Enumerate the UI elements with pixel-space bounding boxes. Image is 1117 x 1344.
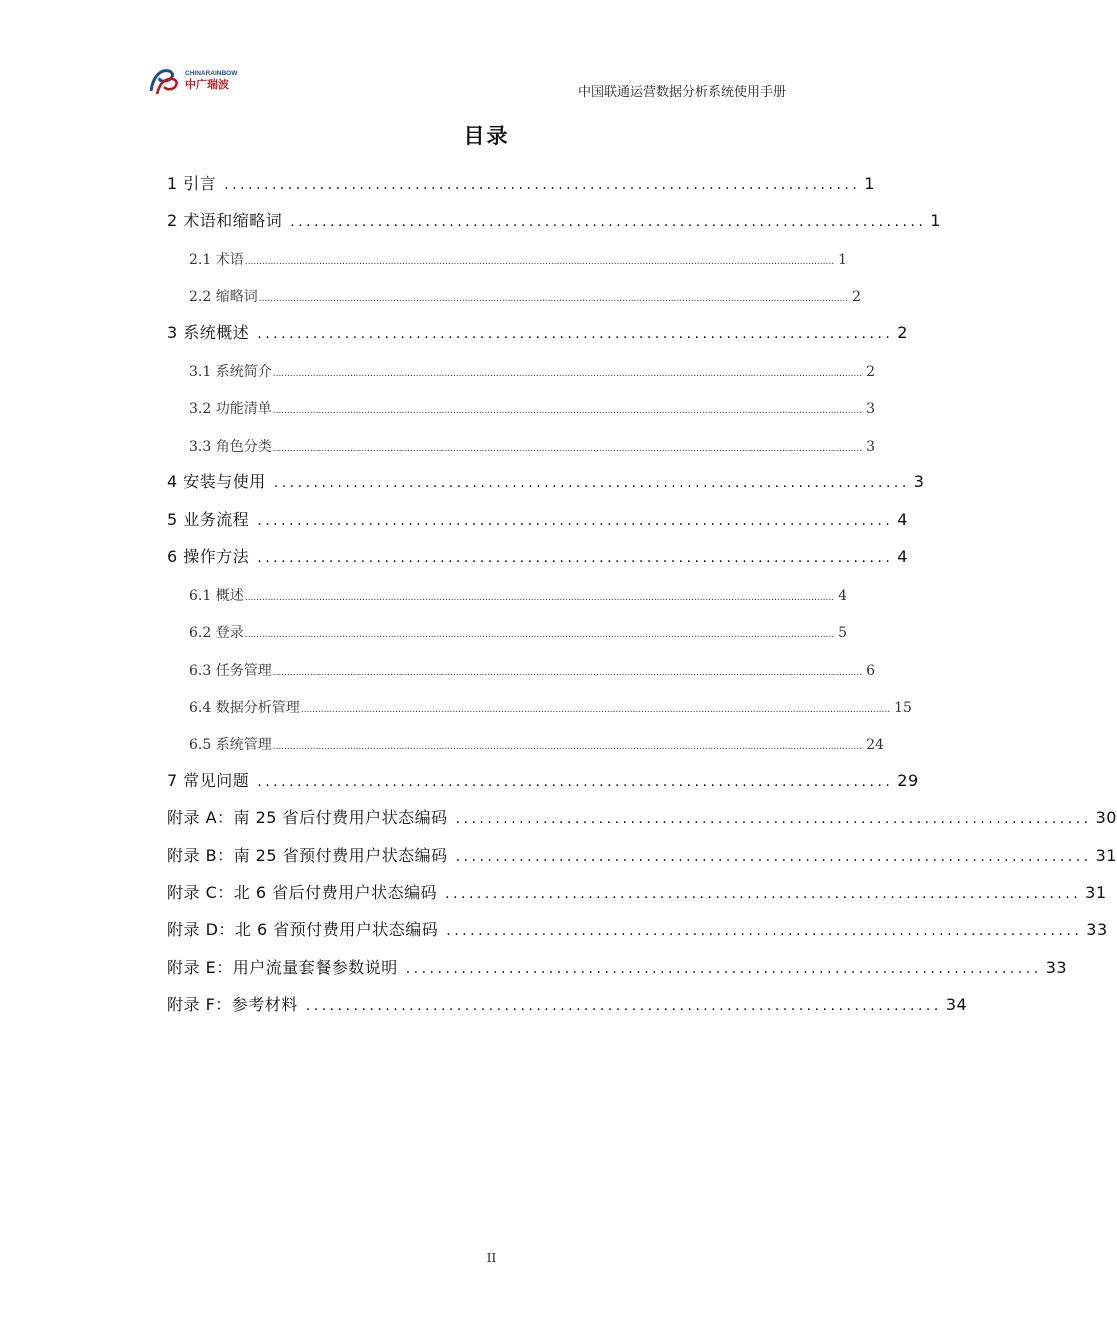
toc-entry-5[interactable] (167, 507, 908, 531)
toc-entry-label: 附录 B：南 25 省预付费用户状态编码 (167, 846, 448, 865)
toc-entry-2-1[interactable] (189, 249, 847, 269)
toc-entry-appendix-e[interactable] (167, 955, 1068, 979)
toc-entry-label: 2 术语和缩略词 (167, 211, 283, 230)
toc-entry-6-1[interactable] (189, 585, 847, 605)
toc-entry-page: 15 (894, 700, 912, 716)
toc-entry-page: 34 (945, 995, 968, 1014)
toc-entry-label: 6.4 数据分析管理 (189, 700, 300, 716)
toc-entry-page: 2 (897, 323, 908, 342)
toc-entry-label: 附录 E：用户流量套餐参数说明 (167, 958, 398, 977)
toc-entry-label: 1 引言 (167, 174, 217, 193)
toc-entry-6-3[interactable] (189, 660, 875, 680)
toc-leader: ................................................................................ (224, 177, 861, 193)
toc-leader: ................................................................................ (445, 886, 1082, 902)
toc-leader: .............................................................................................................................................................................................................. (244, 593, 835, 603)
toc-leader: .............................................................................................................................................................................................................. (244, 630, 835, 640)
toc-entry-page: 1 (930, 211, 941, 230)
toc-leader: ................................................................................ (257, 513, 894, 529)
toc-entry-page: 1 (864, 174, 875, 193)
page-number: II (486, 1251, 497, 1265)
logo-text-en: CHINARAINBOW (185, 70, 238, 77)
toc-entry-label: 附录 C：北 6 省后付费用户状态编码 (167, 883, 438, 902)
toc-leader: .............................................................................................................................................................................................................. (244, 257, 835, 267)
toc-entry-page: 1 (838, 252, 847, 268)
toc-entry-3[interactable] (167, 320, 908, 344)
toc-entry-label: 2.1 术语 (189, 252, 244, 268)
toc-leader: .............................................................................................................................................................................................................. (272, 668, 863, 678)
toc-entry-page: 6 (866, 663, 875, 679)
toc-entry-label: 6.1 概述 (189, 588, 244, 604)
toc-entry-6-5[interactable] (189, 734, 884, 754)
toc-entry-appendix-d[interactable] (167, 917, 1108, 941)
toc-entry-appendix-a[interactable] (167, 805, 1117, 829)
toc-entry-label: 6.3 任务管理 (189, 663, 272, 679)
toc-entry-page: 3 (866, 401, 875, 417)
toc-entry-page: 3 (913, 472, 925, 491)
toc-entry-2-2[interactable] (189, 286, 861, 306)
toc-entry-label: 4 安装与使用 (167, 472, 266, 491)
toc-entry-3-1[interactable] (189, 361, 875, 381)
toc-title: 目录 (463, 124, 510, 148)
toc-entry-page: 30 (1095, 808, 1117, 827)
toc-entry-label: 6 操作方法 (167, 547, 250, 566)
toc-entry-6-2[interactable] (189, 622, 847, 642)
document-title: 中国联通运营数据分析系统使用手册 (577, 85, 786, 100)
toc-entry-label: 附录 A：南 25 省后付费用户状态编码 (167, 808, 448, 827)
toc-entry-page: 24 (866, 737, 884, 753)
toc-entry-label: 3.2 功能清单 (189, 401, 272, 417)
toc-leader: ................................................................................ (257, 326, 894, 342)
toc-leader: .............................................................................................................................................................................................................. (272, 444, 863, 454)
toc-entry-3-3[interactable] (189, 436, 875, 456)
toc-entry-label: 6.5 系统管理 (189, 737, 272, 753)
toc-entry-1[interactable] (167, 171, 875, 195)
toc-entry-label: 3.1 系统简介 (189, 364, 272, 380)
toc-entry-4[interactable] (167, 469, 925, 493)
toc-leader: ................................................................................ (290, 214, 927, 230)
toc-leader: ................................................................................ (305, 998, 942, 1014)
toc-leader: ................................................................................ (257, 550, 894, 566)
toc-entry-page: 31 (1085, 883, 1107, 902)
toc-entry-label: 3.3 角色分类 (189, 439, 272, 455)
toc-leader: .............................................................................................................................................................................................................. (258, 294, 849, 304)
toc-leader: ................................................................................ (257, 774, 894, 790)
toc-leader: ................................................................................ (405, 961, 1042, 977)
toc-entry-page: 5 (838, 625, 847, 641)
toc-entry-2[interactable] (167, 208, 941, 232)
toc-leader: .............................................................................................................................................................................................................. (272, 369, 863, 379)
toc-entry-page: 33 (1086, 920, 1108, 939)
toc-entry-page: 29 (897, 771, 919, 790)
toc-entry-label: 6.2 登录 (189, 625, 244, 641)
toc-entry-appendix-f[interactable] (167, 992, 968, 1016)
toc-entry-6[interactable] (167, 544, 908, 568)
toc-entry-label: 附录 D：北 6 省预付费用户状态编码 (167, 920, 439, 939)
toc-entry-label: 5 业务流程 (167, 510, 250, 529)
toc-leader: .............................................................................................................................................................................................................. (272, 406, 863, 416)
toc-leader: ................................................................................ (455, 849, 1092, 865)
toc-entry-page: 2 (852, 289, 861, 305)
logo-text-cn: 中广瑞波 (185, 78, 229, 91)
toc-leader: ................................................................................ (446, 923, 1083, 939)
toc-leader: .............................................................................................................................................................................................................. (300, 705, 891, 715)
toc-entry-page: 4 (897, 547, 908, 566)
toc-entry-page: 4 (838, 588, 847, 604)
toc-leader: .............................................................................................................................................................................................................. (272, 742, 863, 752)
toc-entry-3-2[interactable] (189, 398, 875, 418)
toc-entry-label: 3 系统概述 (167, 323, 250, 342)
toc-entry-6-4[interactable] (189, 697, 912, 717)
toc-entry-page: 2 (866, 364, 875, 380)
toc-leader: ................................................................................ (273, 475, 910, 491)
toc-entry-appendix-b[interactable] (167, 843, 1117, 867)
toc-entry-label: 2.2 缩略词 (189, 289, 258, 305)
toc-entry-page: 3 (866, 439, 875, 455)
toc-entry-page: 33 (1045, 958, 1068, 977)
toc-entry-label: 7 常见问题 (167, 771, 250, 790)
toc-entry-7[interactable] (167, 768, 919, 792)
toc-entry-label: 附录 F：参考材料 (167, 995, 298, 1014)
toc-entry-appendix-c[interactable] (167, 880, 1107, 904)
toc-entry-page: 4 (897, 510, 908, 529)
toc-leader: ................................................................................ (455, 811, 1092, 827)
toc-entry-page: 31 (1095, 846, 1117, 865)
